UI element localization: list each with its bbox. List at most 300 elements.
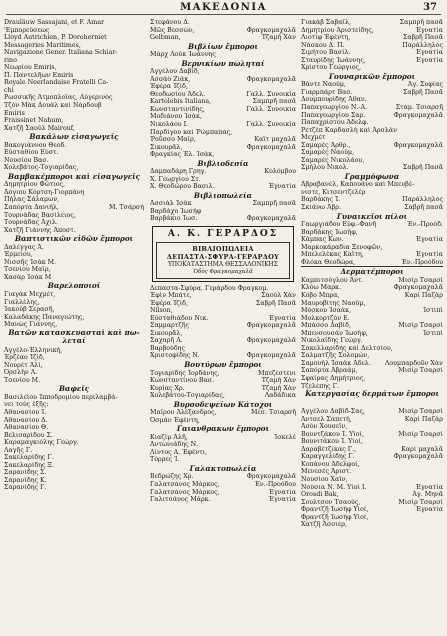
directory-entry xyxy=(301,468,443,476)
entry-location: Φραγκομαχαλᾶ xyxy=(393,284,443,292)
entry-name: Χ. Θεοδώρου Βασιλ. xyxy=(150,183,215,191)
directory-entry xyxy=(4,259,144,267)
entry-name: Μῶς Βεσσὼν, xyxy=(150,26,195,34)
entry-location: Ἐγνατία xyxy=(415,251,443,259)
entry-name: Παρδίγου καὶ Ῥώμπαπας, xyxy=(150,128,233,136)
entry-name: Κιαζίμ Ἀλῆ, xyxy=(150,433,188,441)
entry-location: Φραγκομαχαλᾶ xyxy=(246,473,296,481)
directory-entry xyxy=(4,27,144,35)
directory-entry xyxy=(150,91,296,99)
directory-entry xyxy=(301,236,443,244)
entry-name: Κωνσταντίνου Βασ. xyxy=(150,377,215,385)
directory-entry xyxy=(4,291,144,299)
entry-name: Ἐφέρα Ἰζίδ, xyxy=(150,83,188,91)
directory-entry xyxy=(301,251,443,259)
directory-entry xyxy=(301,89,443,97)
directory-entry xyxy=(4,157,144,165)
entry-name: Σαπόρτα Ἀβραὰμ, xyxy=(301,367,358,375)
entry-name: Κλόω Μαρκ. xyxy=(301,284,341,292)
entry-name: Nilson, xyxy=(150,307,173,315)
entry-name: Μόσκου Ἰσαὰκ, xyxy=(301,307,352,315)
entry-location: Μισίρ Τσαρσί xyxy=(398,276,443,284)
entry-name: Ἀθανασίου Ἰ. xyxy=(4,409,47,417)
directory-entry xyxy=(4,72,144,80)
entry-name: Βαρδάκης Ἰωσήφ, xyxy=(301,228,358,236)
entry-name: Σφαίρας Δημήτριος, xyxy=(301,374,366,382)
directory-entry xyxy=(4,484,144,492)
entry-name: Βαρδάκης Ἰ. xyxy=(301,196,341,204)
directory-entry xyxy=(4,409,144,417)
entry-name: Σιμήτου Βασίλ. xyxy=(301,49,351,57)
entry-location: Μπεζεστένι xyxy=(258,369,296,377)
entry-name: Gelbman, xyxy=(150,34,181,42)
directory-entry xyxy=(4,49,144,57)
entry-name: Ὀσμὰν Ἐφέντη, xyxy=(150,416,200,424)
entry-name: Τουρνάδας Ἀχιλ. xyxy=(4,219,58,227)
entry-name: Λίντος Α. Ἐφέντι, xyxy=(150,448,208,456)
entry-name: Κοπάνου Ἀδελφοί, xyxy=(301,460,360,468)
entry-name: Ἀγγέλου Δαβίδ-Σας, xyxy=(301,408,366,416)
directory-entry xyxy=(150,121,296,129)
directory-entry xyxy=(301,49,443,57)
entry-name: Στεφάνου Δ. xyxy=(150,19,190,26)
section-heading: Βατῶν κατασκευασταὶ καὶ πω-λεταί xyxy=(8,328,140,346)
entry-location: Σαμπρῆ πασᾶ xyxy=(252,98,296,106)
directory-entry xyxy=(150,322,296,330)
entry-name: Ἀντσελ Σαπετὴ, xyxy=(301,415,352,423)
directory-entry xyxy=(4,204,144,212)
bookshop-advertisement xyxy=(152,226,294,282)
entry-name: Εὐσταθίου Εὐστ. xyxy=(4,149,59,157)
entry-location: Σαούλ Χὰν xyxy=(261,292,296,300)
directory-entry xyxy=(301,27,443,35)
column-1 xyxy=(4,19,144,632)
section-heading: Γαλακτοπωλεῖα xyxy=(189,463,257,473)
entry-name: Σαπόρτα Δανιήλ, xyxy=(4,204,59,212)
entry-name: Σαχαρῆ Α. xyxy=(150,337,183,345)
entry-location: Μισίρ Τσαρσί xyxy=(398,430,443,438)
entry-name: Γαλιτσάνος Μάρκ. xyxy=(150,496,211,504)
entry-name: Δεπαστα-Σφύρα, Γεράρδου Φραγκομ. xyxy=(150,284,269,292)
entry-location: Γαλλ. Συνοικία xyxy=(246,105,296,113)
directory-entry xyxy=(150,392,296,400)
entry-name: Παπαχρίστου Ἀδελφ. xyxy=(301,119,369,127)
entry-location: Ἐγνατία xyxy=(415,26,443,34)
entry-name: Χριστοφίδης Ν. xyxy=(150,352,200,360)
entry-name: Σαμμαρτζῆς xyxy=(150,322,190,330)
directory-entry xyxy=(301,229,443,237)
entry-location: Ἀγ. Μηνᾶ xyxy=(412,491,443,499)
entry-name: rino xyxy=(4,56,17,64)
entry-name: Νουσίου Βασ. xyxy=(4,156,49,164)
entry-name: Καμπιτσόγλου Ἀντ. xyxy=(301,276,364,284)
directory-entry xyxy=(4,462,144,470)
directory-entry xyxy=(4,477,144,485)
directory-entry xyxy=(301,345,443,353)
entry-location: Μεσ. Τσιαρσῆ xyxy=(250,409,296,417)
directory-entry xyxy=(4,394,144,402)
entry-name: Χολεβάτου-Τογιαρίδας, xyxy=(150,392,225,400)
entry-name: Μεχμέτ xyxy=(301,134,326,142)
directory-entry xyxy=(4,274,144,282)
entry-name: Κωνσταντινίδης, xyxy=(150,105,205,113)
directory-entry xyxy=(150,377,296,385)
entry-location: Τζαμὴ Χὰν xyxy=(261,34,296,42)
directory-entry xyxy=(150,456,296,464)
directory-entry xyxy=(150,489,296,497)
directory-entry xyxy=(4,42,144,50)
entry-name: Fraissinet Nahum, xyxy=(4,117,64,125)
entry-name: Ἀβραβανὲλ, Καπουάνο καὶ Μπενβέ- xyxy=(301,181,415,189)
entry-name: Νεωρίου Emiris, xyxy=(4,64,57,72)
directory-entry xyxy=(301,431,443,439)
entry-name: Χασὰρ Ἰσὰκ Μ xyxy=(4,273,52,281)
entry-location: Μ. Τσάρσή xyxy=(109,204,144,212)
directory-entry xyxy=(150,113,296,121)
directory-entry xyxy=(4,417,144,425)
directory-entry xyxy=(150,136,296,144)
entry-location: Σαβρῆ Πασᾶ xyxy=(402,164,443,172)
section-heading: Βουτύρων ἔμποροι xyxy=(184,360,262,369)
directory-entry xyxy=(301,34,443,42)
entry-name: Μπενσουσάν Ἰωσήφ, xyxy=(301,329,368,337)
directory-entry xyxy=(150,183,296,191)
ad-line-4: Ὁδὸς Φραγκομαχαλᾶ xyxy=(193,268,253,275)
directory-entry xyxy=(301,322,443,330)
directory-entry xyxy=(4,321,144,329)
directory-entry xyxy=(150,300,296,308)
entry-location: Κολόμβου xyxy=(264,168,296,176)
directory-entry xyxy=(4,362,144,370)
directory-entry xyxy=(301,204,443,212)
entry-name: Γιακὰβ Σαβαΐλ, xyxy=(301,19,351,26)
entry-location: Λουμπαρδοῦν Χὰν xyxy=(384,359,443,367)
entry-name: Φραντζῆ Ἰωσὴφ Υἱοί, xyxy=(301,513,369,521)
entry-location: Σαμπρῆ πασᾶ xyxy=(399,19,443,26)
entry-name: 'Εμπορεύσεως xyxy=(4,26,50,34)
entry-name: Lloyd Autrichien, P. Dorehermet xyxy=(4,34,107,42)
entry-name: Χατζῆ Σαούλ Mairouf, xyxy=(4,124,75,132)
directory-entry xyxy=(301,64,443,72)
directory-entry xyxy=(150,409,296,417)
entry-location: Φραγκομαχαλᾶ xyxy=(393,141,443,149)
directory-entry xyxy=(4,377,144,385)
entry-location: Γαλλ. Συνοικία xyxy=(246,90,296,98)
entry-name: Ἐρμείου, xyxy=(4,251,33,259)
entry-name: Καραμαγκιόλης Γεώργ. xyxy=(4,439,79,447)
entry-location: Φραγκομαχαλᾶ xyxy=(246,322,296,330)
directory-entry xyxy=(301,506,443,514)
entry-name: Ρετζὲπ Καρδασλὴ καὶ Ἀρσλὰν xyxy=(301,126,397,134)
page-header xyxy=(6,2,441,15)
directory-entry xyxy=(4,87,144,95)
entry-name: Χολεβάτος-Τογιαρίδας, xyxy=(4,164,79,172)
directory-entry xyxy=(4,251,144,259)
ad-title: Α. Κ. ΓΕΡΑΡΔΟΣ xyxy=(167,229,279,240)
directory-entry xyxy=(150,337,296,345)
directory-entry xyxy=(150,144,296,152)
directory-entry xyxy=(150,151,296,159)
directory-entry xyxy=(150,449,296,457)
directory-entry xyxy=(301,149,443,157)
directory-entry xyxy=(301,134,443,142)
directory-entry xyxy=(301,461,443,469)
directory-entry xyxy=(150,176,296,184)
ad-inner-box xyxy=(156,242,290,279)
section-heading: Βιβλίων ἔμποροι xyxy=(188,41,258,51)
directory-entry xyxy=(150,330,296,338)
directory-entry xyxy=(4,57,144,65)
entry-location: Σαβρῆ Πασᾶ xyxy=(255,299,296,307)
entry-name: Βαρβάκιο Ἰωσ. xyxy=(150,215,198,223)
directory-entry xyxy=(4,306,144,314)
section-heading: Γραμμόφωνα xyxy=(344,171,400,181)
entry-name: Παπαγεωργίου Ν.-Α. xyxy=(301,103,368,111)
section-heading: Βιβλιοδεσία xyxy=(197,158,249,168)
entry-location: Ἰσκελέ xyxy=(273,433,296,441)
directory-entry xyxy=(301,352,443,360)
entry-location: Παράλληλος xyxy=(402,41,443,49)
entry-name: Royale Neerlandaise Fratelli Ca- xyxy=(4,79,109,87)
entry-name: Ἀθανασίου Θ. xyxy=(4,424,49,432)
page-title: ΜΑΚΕΔΟΝΙΑ xyxy=(180,2,267,13)
entry-name: Νούσια Ν. Μ. Υἱοί Ι. xyxy=(301,483,367,491)
directory-entry xyxy=(301,112,443,120)
entry-name: Ῥοῦσσο Μαΐρ, xyxy=(150,136,196,144)
entry-name: Σκιάνω Ἀβρ. xyxy=(301,204,341,212)
entry-name: Σαμαρὲς Ναούμ, xyxy=(301,149,355,157)
directory-entry xyxy=(301,19,443,27)
directory-entry xyxy=(150,27,296,35)
entry-name: Γαωργιάδου Εὐφ.-Φανῆ xyxy=(301,221,377,229)
entry-location: Ἐγνατία xyxy=(268,488,296,496)
entry-location: Ἐγνατία xyxy=(415,236,443,244)
entry-location: Σαβρῆ Πασᾶ xyxy=(402,88,443,96)
entry-name: νιστε, Κιτσεντζελέρ xyxy=(301,188,366,196)
entry-name: Παπαγεωργίου Σαρ. xyxy=(301,111,366,119)
entry-location: Φραγκομαχαλᾶ xyxy=(246,352,296,360)
directory-entry xyxy=(301,484,443,492)
entry-name: Μπάσσο Δαβίδ, xyxy=(301,322,351,330)
entry-location: Μισίρ Τσαρσί xyxy=(398,408,443,416)
entry-location: Τζαμὴ Χὰν xyxy=(261,377,296,385)
entry-name: Μαΐρου Ἀλέξανδρος, xyxy=(150,409,217,417)
section-heading: Βιβλιοπωλεία xyxy=(193,190,253,200)
entry-name: Orosdi Bak, xyxy=(301,491,339,499)
directory-entry xyxy=(301,157,443,165)
entry-name: Νισσῆς Ἰσὰκ Μ. xyxy=(4,258,57,266)
entry-name: Χ. Γεωργίου Στ. xyxy=(150,175,201,183)
directory-entry xyxy=(4,79,144,87)
entry-name: νει τοὺς ἑξῆς: xyxy=(4,401,49,409)
directory-entry xyxy=(301,244,443,252)
entry-name: Γαλατσάνος Μάρκος, xyxy=(150,481,220,489)
entry-name: Ὀρσλὴν Ἀ. xyxy=(4,369,38,377)
entry-name: Σικουρᾶλ, xyxy=(150,329,183,337)
entry-name: Τζὸν Μὰκ Δουὰλ καὶ Νάρδουβ xyxy=(4,102,102,110)
directory-entry xyxy=(301,181,443,189)
entry-location: Σαμπρῆ πασᾶ xyxy=(252,200,296,208)
entry-name: Σουλτσον Τσαούς, xyxy=(301,498,361,506)
section-heading: Βερνικίων πωληταί xyxy=(181,58,265,68)
entry-name: Καραγγελίδης Γ. xyxy=(301,453,355,461)
directory-entry xyxy=(150,76,296,84)
directory-entry xyxy=(301,337,443,345)
entry-name: Σαρανίδης Γ. xyxy=(4,484,47,492)
directory-entry xyxy=(4,164,144,172)
ad-line-3: ΥΠΟΚΑΤΑΣΤΗΜΑ ΘΕΣΣΑΛΟΝΙΚΗΣ xyxy=(167,261,279,269)
directory-entry xyxy=(301,416,443,424)
directory-entry xyxy=(4,212,144,220)
entry-name: Τουρνάδας Βασίλειος, xyxy=(4,211,76,219)
directory-entry xyxy=(150,434,296,442)
entry-location: Ἐγνατία xyxy=(415,49,443,57)
directory-entry xyxy=(4,64,144,72)
directory-entry xyxy=(150,83,296,91)
entry-name: Χατζῆ Ἀσσιέρ, xyxy=(301,521,347,529)
entry-location: Φραγκομαχαλᾶ xyxy=(246,75,296,83)
entry-name: Βελισαρίδου Σ. xyxy=(4,431,53,439)
entry-name: Μπελελέκας Καΐτη, xyxy=(301,251,364,259)
entry-name: Σακελαρίδης Ξ. xyxy=(4,461,54,469)
entry-location: Μισίρ Τσαρσί xyxy=(398,498,443,506)
directory-entry xyxy=(301,196,443,204)
directory-entry xyxy=(4,19,144,27)
directory-entry xyxy=(150,129,296,137)
directory-entry xyxy=(301,42,443,50)
directory-entry xyxy=(4,196,144,204)
entry-name: Γιαλλέλης, xyxy=(4,298,40,306)
entry-name: Γιαρμπάρτ Βασ. xyxy=(301,88,353,96)
directory-entry xyxy=(4,142,144,150)
entry-location: Ἐγνατία xyxy=(268,183,296,191)
directory-entry xyxy=(301,360,443,368)
entry-name: Τόρρες Ἰ. xyxy=(150,456,180,464)
entry-location: Τζαμὴ Χὰν xyxy=(261,384,296,392)
entry-name: Τζελέπης Γ. xyxy=(301,382,339,390)
directory-entry xyxy=(301,300,443,308)
directory-entry xyxy=(150,352,296,360)
entry-name: Βάντε Ναούμ, xyxy=(301,81,346,89)
directory-entry xyxy=(301,438,443,446)
entry-name: Σαρανίδης Σ. xyxy=(4,469,47,477)
entry-name: Θεοδωσίου Ἀδελ. xyxy=(150,90,206,98)
directory-entry xyxy=(150,98,296,106)
directory-entry xyxy=(301,57,443,65)
entry-location: Ἐγνατία xyxy=(268,496,296,504)
directory-entry xyxy=(150,315,296,323)
entry-location: Ἐν.-Προόδου xyxy=(254,481,296,489)
entry-name: Μοδιάνου Ἰσὰκ, xyxy=(150,113,202,121)
directory-entry xyxy=(4,314,144,322)
directory-entry xyxy=(4,424,144,432)
entry-name: Ἐφέρα Ἰζίδ, xyxy=(150,299,188,307)
entry-name: Ἰακοὺβ Σερασῆ, xyxy=(4,306,55,314)
entry-name: Χατζῆ Γιάννης Ἀποστ. xyxy=(4,226,76,234)
directory-entry xyxy=(301,315,443,323)
entry-name: Καλαδάκης Παναγιώτης, xyxy=(4,313,85,321)
entry-name: Ἀγγέλο-Ἑλληνική, xyxy=(4,346,63,354)
directory-entry xyxy=(150,417,296,425)
entry-location: Καρὶ μαχαλᾶ xyxy=(401,445,443,453)
directory-entry xyxy=(150,345,296,353)
entry-location: Γαλλ. Συνοικία xyxy=(246,121,296,129)
entry-name: Γαλατσάνος Μάρκος, xyxy=(150,488,220,496)
directory-entry xyxy=(150,215,296,223)
section-heading: Γουναρικῶν ἔμποροι xyxy=(328,71,416,81)
directory-entry xyxy=(301,284,443,292)
entry-name: Τσενίου Μ. xyxy=(4,376,41,384)
entry-name: Ἀθανασίου Δ. xyxy=(4,416,48,424)
entry-name: Μολκορτζὸν Ε. xyxy=(301,314,350,322)
directory-entry xyxy=(301,189,443,197)
entry-location: Ἐγνατία xyxy=(268,314,296,322)
entry-name: Κάμπας Κων. xyxy=(301,236,344,244)
directory-entry xyxy=(301,367,443,375)
entry-name: Δημητρίου Ἀριστείδης, xyxy=(301,26,374,34)
entry-name: Σταυρίδης Ἰωάννης, xyxy=(301,56,366,64)
entry-name: Βεδρώζης Χρ. xyxy=(150,473,194,481)
directory-entry xyxy=(150,19,296,27)
entry-name: Λαγῆς Γ. xyxy=(4,446,33,454)
entry-name: Μαυροβίτης Ναούμ, xyxy=(301,299,366,307)
entry-location: Φραγκομαχαλᾶ xyxy=(246,26,296,34)
directory-entry xyxy=(150,68,296,76)
directory-entry xyxy=(150,441,296,449)
column-3 xyxy=(301,19,443,632)
entry-location: Ἐν.-Προόδ. xyxy=(407,221,443,229)
entry-location: Μισίρ Τσαρσί xyxy=(398,367,443,375)
directory-entry xyxy=(301,499,443,507)
entry-location: Ἀγ. Σοφίας xyxy=(407,81,443,89)
entry-name: Ἐρζέαο Ἰζίδ, xyxy=(4,354,45,362)
entry-name: Σαρανίδης Κ. xyxy=(4,476,47,484)
entry-name: Ἀσσιὰλ Ἰσὰκ xyxy=(150,200,192,208)
directory-entry xyxy=(150,292,296,300)
directory-entry xyxy=(4,117,144,125)
directory-entry xyxy=(150,481,296,489)
entry-name: Βουντζάκου Ἰ. Υἱοί, xyxy=(301,430,364,438)
directory-entry xyxy=(4,369,144,377)
entry-name: Σαλματζῆς Σολομών, xyxy=(301,352,370,360)
entry-name: Βακογιάννου Θεοδ. xyxy=(4,141,67,149)
entry-name: Σαμουὴλ Ἰσαὰκ Ἀδελ. xyxy=(301,359,371,367)
directory-entry xyxy=(301,127,443,135)
directory-entry xyxy=(4,102,144,110)
directory-entry xyxy=(301,408,443,416)
section-heading: Βαρελοποιοί xyxy=(47,281,101,291)
entry-name: Νικολαΐδης Γεώργ. xyxy=(301,337,363,345)
entry-location: Καΐτ μαχαλᾶ xyxy=(254,136,296,144)
directory-entry xyxy=(4,299,144,307)
entry-name: Κυρίας Χρ. xyxy=(150,384,185,392)
directory-entry xyxy=(150,496,296,504)
entry-name: Φραντζῆ Ἰωσὴφ Υἱοί, xyxy=(301,506,369,514)
directory-entry xyxy=(4,110,144,118)
entry-name: Φλόκα Θεοδώρα, xyxy=(301,258,356,266)
directory-entry xyxy=(4,94,144,102)
entry-name: Messageries Maritimes, xyxy=(4,41,81,49)
entry-name: Γιαγάκ Μεχμέτ, xyxy=(4,290,56,298)
entry-name: Ἀσσὰὸ Ζίάκ, xyxy=(150,75,191,83)
directory-entry xyxy=(301,476,443,484)
entry-location: Ἐγνατία xyxy=(415,506,443,514)
directory-entry xyxy=(4,347,144,355)
directory-entry xyxy=(301,383,443,391)
section-heading: Βαφεῖς xyxy=(58,384,90,394)
entry-name: Π. Παντελῆων Emiris xyxy=(4,71,74,79)
directory-entry xyxy=(4,149,144,157)
